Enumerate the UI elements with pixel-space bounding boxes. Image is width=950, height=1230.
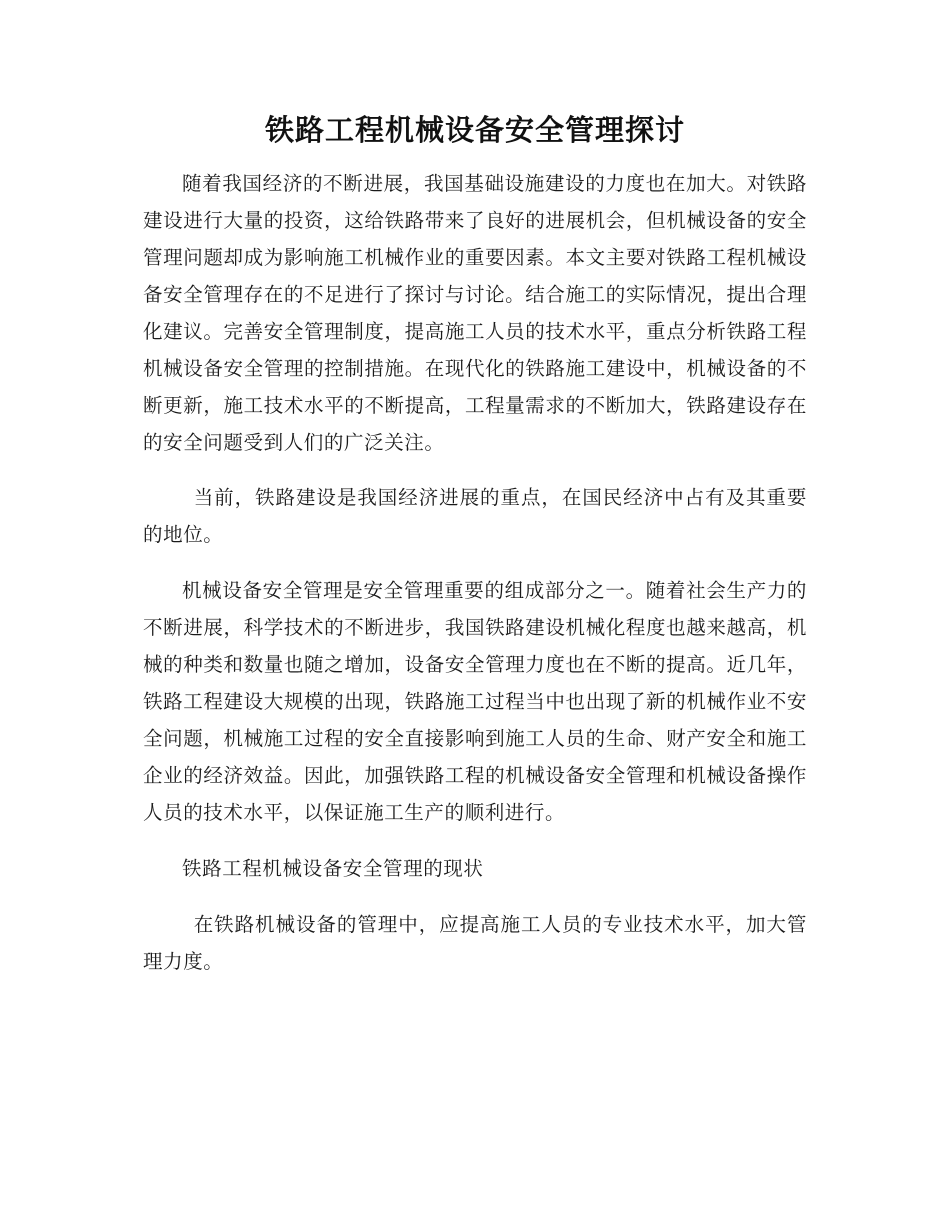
- section-heading: 铁路工程机械设备安全管理的现状: [182, 857, 484, 880]
- document-body: [143, 165, 807, 999]
- paragraph-intro: 随着我国经济的不断进展，我国基础设施建设的力度也在加大。对铁路建设进行大量的投资，这给铁路带来了良好的进展机会，但机械设备的安全管理问题却成为影响施工机械作业的重要因素。本文主要对铁路工程机械设备安全管理存在的不足进行了探讨与讨论。结合施工的实际情况，提出合理化建议。完善安全管理制度，提高施工人员的技术水平，重点分析铁路工程机械设备安全管理的控制措施。在现代化的铁路施工建设中，机械设备的不断更新，施工技术水平的不断提高，工程量需求的不断加大，铁路建设存在的安全问题受到人们的广泛关注。: [143, 172, 807, 454]
- paragraph-current-status: 当前，铁路建设是我国经济进展的重点，在国民经济中占有及其重要的地位。: [143, 486, 807, 546]
- paragraph-equipment-management: 机械设备安全管理是安全管理重要的组成部分之一。随着社会生产力的不断进展，科学技术的不断进步，我国铁路建设机械化程度也越来越高，机械的种类和数量也随之增加，设备安全管理力度也在不断的提高。近几年，铁路工程建设大规模的出现，铁路施工过程当中也出现了新的机械作业不安全问题，机械施工过程的安全直接影响到施工人员的生命、财产安全和施工企业的经济效益。因此，加强铁路工程的机械设备安全管理和机械设备操作人员的技术水平，以保证施工生产的顺利进行。: [143, 579, 807, 824]
- paragraph-recommendation: 在铁路机械设备的管理中，应提高施工人员的专业技术水平，加大管理力度。: [143, 913, 807, 973]
- document-title: 铁路工程机械设备安全管理探讨: [264, 113, 685, 147]
